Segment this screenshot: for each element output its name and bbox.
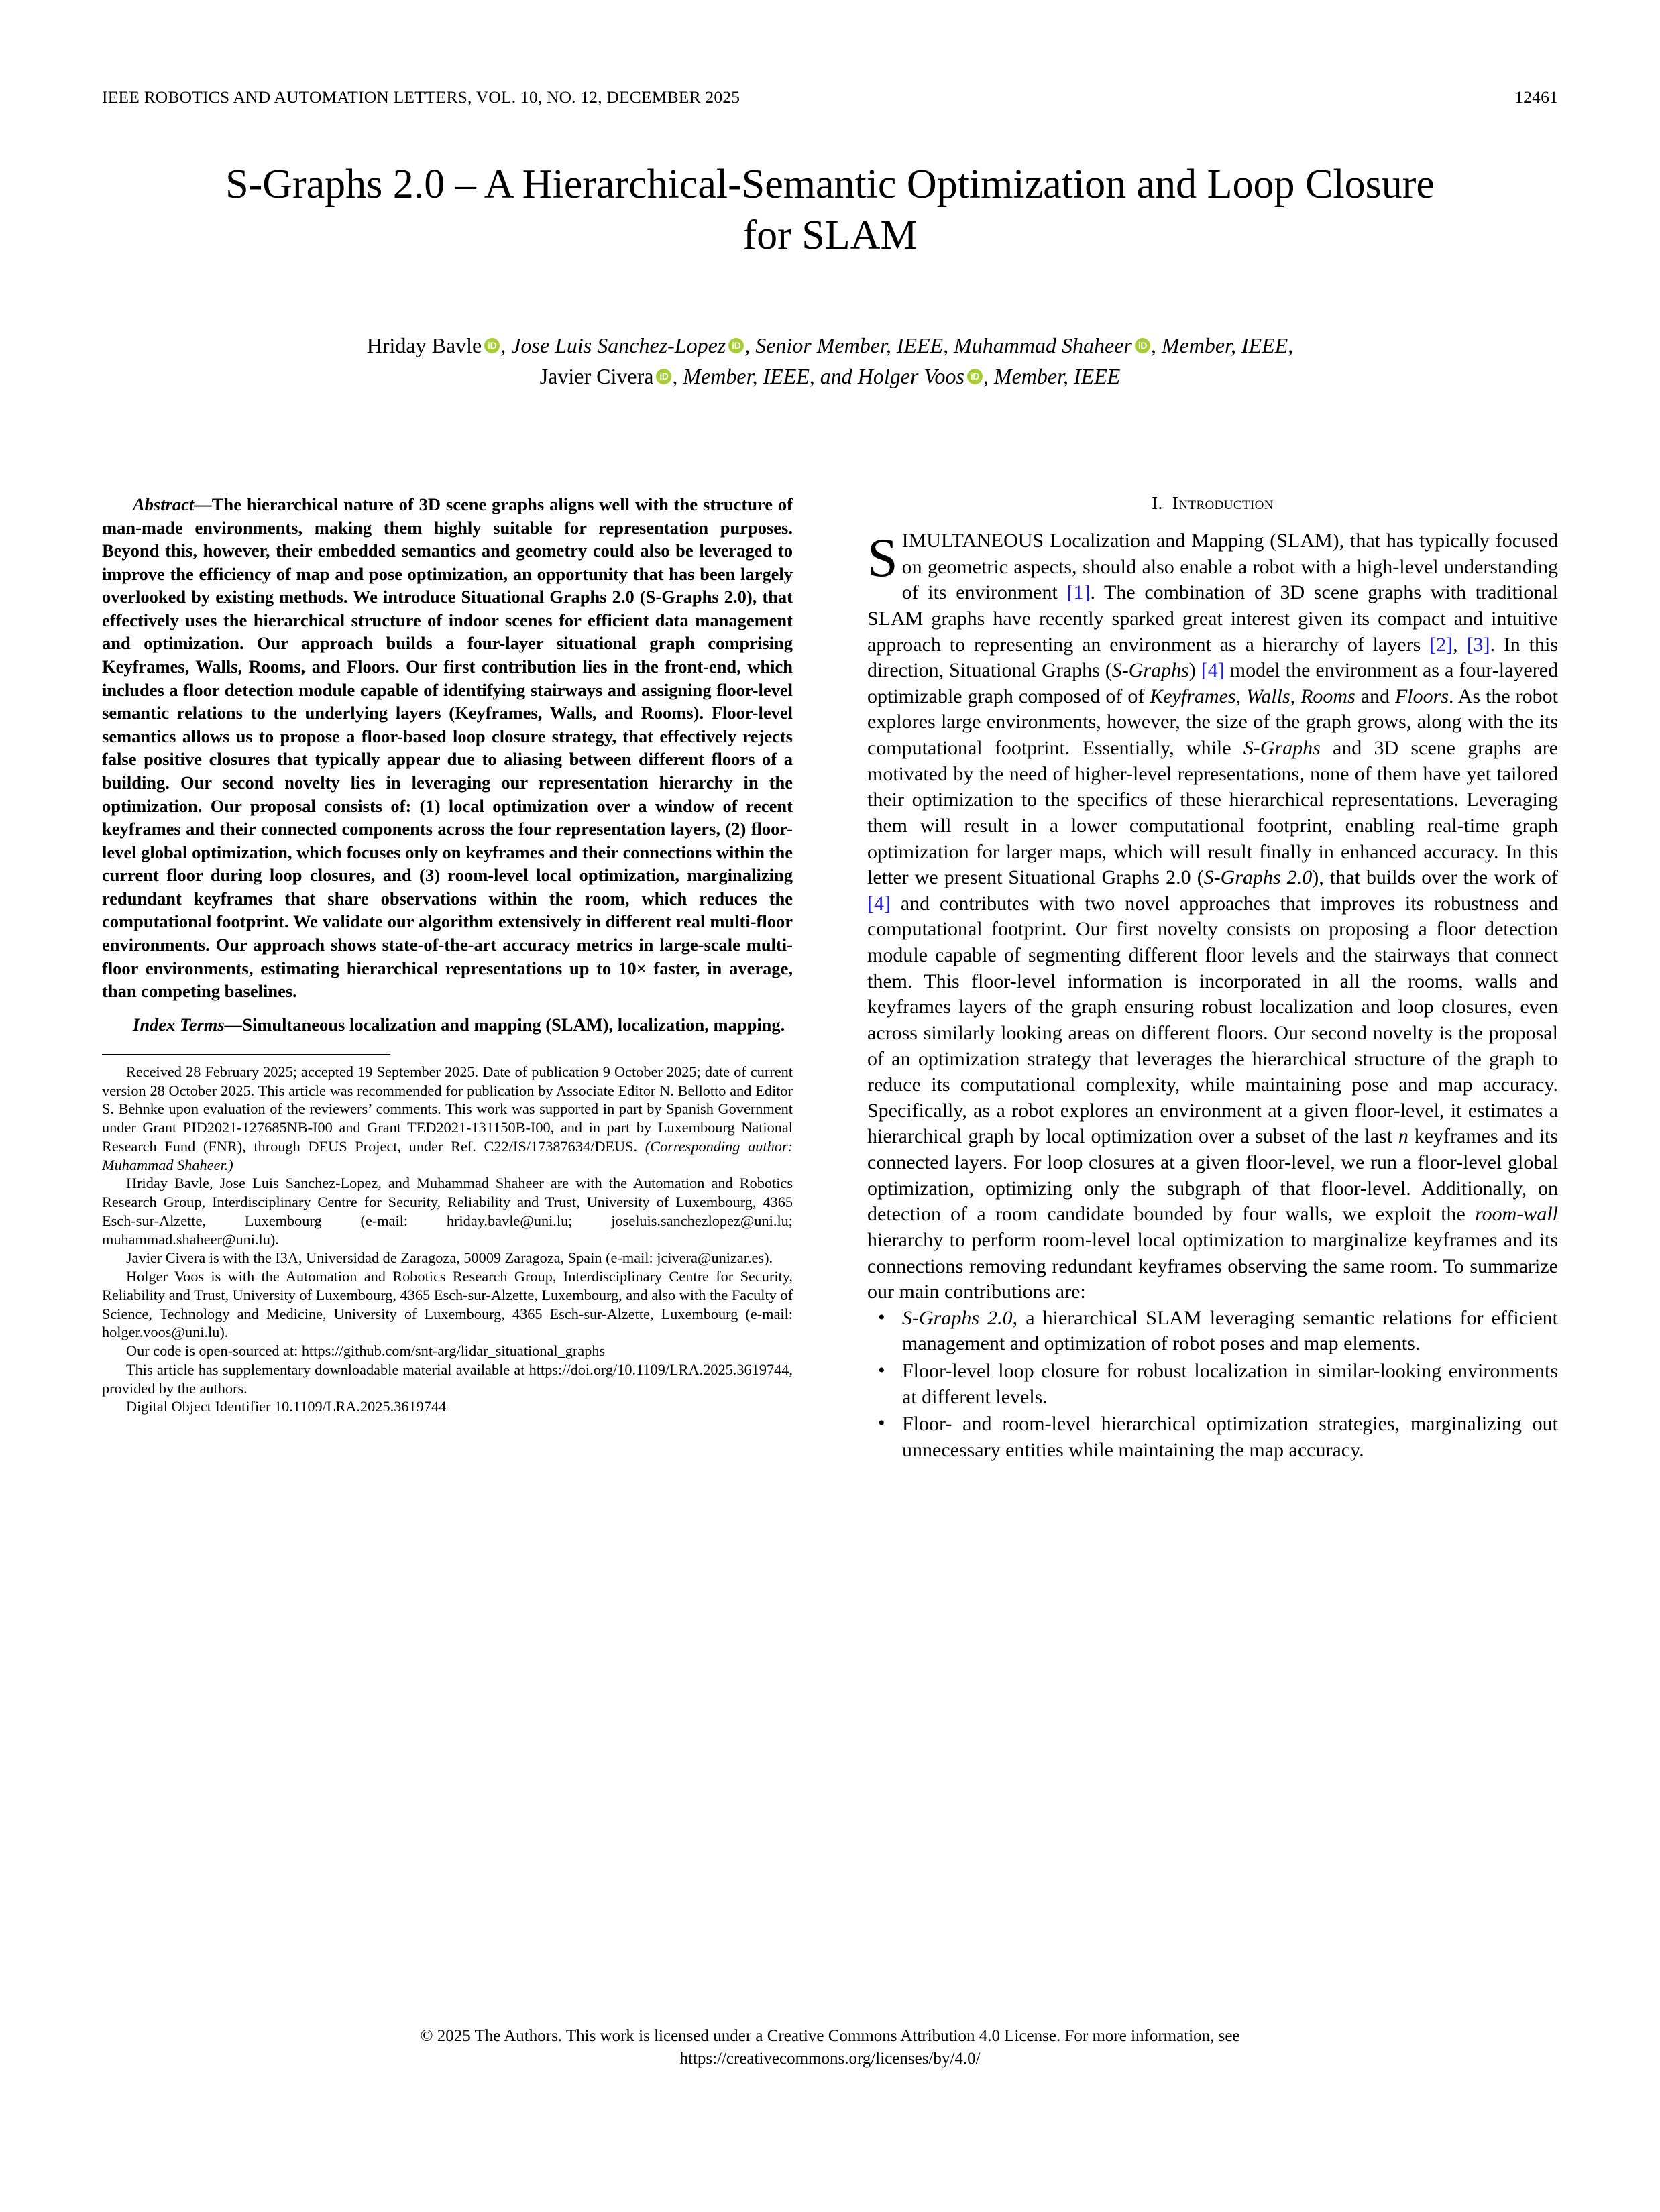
orcid-icon[interactable]: iD bbox=[656, 369, 671, 384]
abstract-paragraph bbox=[102, 493, 793, 1003]
intro-seg-l: ), that builds over the work of bbox=[1312, 866, 1558, 889]
footnote-divider bbox=[102, 1054, 390, 1055]
intro-seg-c: , bbox=[1453, 633, 1467, 656]
footnote-affiliation-1: Hriday Bavle, Jose Luis Sanchez-Lopez, and Muhammad Shaheer are with the Automation and Robotics Research Group, Interdisciplinary Centre for Security, Reliability and Trust, University of Luxembourg, 4365 Esch-sur-Alzette, Luxembourg (e-mail: hriday.bavle@uni.lu; joseluis.sanchezlopez@uni.lu; muhammad.shaheer@uni.lu). bbox=[102, 1175, 793, 1248]
footnote-code-link[interactable]: Our code is open-sourced at: https://github.com/snt-arg/lidar_situational_graphs bbox=[126, 1342, 606, 1360]
term-s-graphs: S-Graphs bbox=[1111, 659, 1189, 682]
intro-seg-i: and bbox=[1355, 685, 1395, 707]
author-affil-2: , Senior Member, IEEE, Muhammad Shaheer bbox=[744, 333, 1132, 357]
term-s-graphs-2: S-Graphs bbox=[1243, 737, 1321, 759]
intro-seg-o: keyframes and its connected layers. For loop closures at a given floor-level, we run a floor-level global optimization, optimizing only the subgraph of that floor-level. Additionally, on detection of a room candidate bounded by four walls, we exploit the bbox=[867, 1125, 1558, 1226]
left-column bbox=[102, 493, 793, 1416]
footnote-affiliation-3: Holger Voos is with the Automation and Robotics Research Group, Interdisciplinary Centre for Security, Reliability and Trust, University of Luxembourg, 4365 Esch-sur-Alzette, Luxembourg, and also with the Faculty of Science, Technology and Medicine, University of Luxembourg, 4365 Esch-sur-Alzette, Luxembourg (e-mail: holger.voos@uni.lu). bbox=[102, 1268, 793, 1341]
citation-4[interactable]: [4] bbox=[1201, 659, 1225, 682]
abstract-label: Abstract— bbox=[133, 494, 212, 514]
term-s-graphs-20: S-Graphs 2.0 bbox=[1203, 866, 1313, 889]
author-affil-4: , Member, IEEE, and Holger Voos bbox=[672, 364, 964, 389]
term-walls: Walls bbox=[1246, 685, 1290, 707]
right-column bbox=[867, 493, 1558, 1465]
bullet-3-text: Floor- and room-level hierarchical optimization strategies, marginalizing out unnecessary entities while maintaining the map accuracy. bbox=[902, 1413, 1558, 1461]
list-item bbox=[902, 1358, 1558, 1410]
citation-2[interactable]: [2] bbox=[1429, 633, 1453, 656]
small-caps-run-in: IMULTANEOUS bbox=[901, 530, 1044, 552]
intro-seg-e: ) bbox=[1188, 659, 1201, 682]
intro-seg-k: and 3D scene graphs are motivated by the need of higher-level representations, none of them have yet tailored their optimization to the specifics of these hierarchical representations. Leveraging them will result in a lower computational footprint, enabling real-time graph optimization for larger maps, which will result finally in enhanced accuracy. In this letter we present Situational Graphs 2.0 ( bbox=[867, 737, 1558, 889]
intro-seg-f: model the environment as a four-layered optimizable graph composed of of bbox=[867, 659, 1558, 707]
author-affil-5: , Member, IEEE bbox=[983, 364, 1121, 389]
index-terms-text: Simultaneous localization and mapping (SLAM), localization, mapping. bbox=[242, 1014, 785, 1035]
intro-seg-p: hierarchy to perform room-level local optimization to marginalize keyframes and its connections removing redundant keyframes observing the same room. To summarize our main contributions are: bbox=[867, 1228, 1558, 1303]
index-terms-label: Index Terms— bbox=[133, 1014, 243, 1035]
orcid-icon[interactable]: iD bbox=[967, 369, 983, 384]
footnote-supplementary[interactable]: This article has supplementary downloadable material available at https://doi.org/10.1109/LRA.2025.3619744, provided by the authors. bbox=[102, 1360, 793, 1397]
author-affil-1: , Jose Luis Sanchez-Lopez bbox=[500, 333, 726, 357]
bullet-1-text: , a hierarchical SLAM leveraging semantic relations for efficient management and optimization of robot poses and map elements. bbox=[902, 1306, 1558, 1355]
term-floors: Floors bbox=[1394, 685, 1449, 707]
page-number: 12461 bbox=[1514, 87, 1558, 107]
contributions-list bbox=[867, 1305, 1558, 1464]
footnote-received bbox=[102, 1063, 793, 1175]
license-line-1: © 2025 The Authors. This work is licensed under a Creative Commons Attribution 4.0 License. For more information, see bbox=[420, 2027, 1240, 2045]
intro-paragraph-text bbox=[867, 528, 1558, 1305]
paper-title: S-Graphs 2.0 – A Hierarchical-Semantic Optimization and Loop Closure for SLAM bbox=[225, 162, 1435, 258]
intro-seg-d: . In this direction, Situational Graphs ( bbox=[867, 633, 1558, 682]
intro-seg-a: Localization and Mapping (SLAM), that has typically focused on geometric aspects, should also enable a robot with a high-level understanding of its environment bbox=[901, 530, 1558, 604]
introduction-first-paragraph bbox=[867, 528, 1558, 1305]
bullet-2-text: Floor-level loop closure for robust localization in similar-looking environments at different levels. bbox=[902, 1360, 1558, 1408]
section-heading-introduction bbox=[867, 493, 1558, 514]
math-n: n bbox=[1398, 1125, 1408, 1148]
term-room-wall: room-wall bbox=[1475, 1203, 1558, 1226]
footnote-affiliation-2: Javier Civera is with the I3A, Universidad de Zaragoza, 50009 Zaragoza, Spain (e-mail: jcivera@unizar.es). bbox=[126, 1249, 773, 1267]
citation-3[interactable]: [3] bbox=[1466, 633, 1490, 656]
intro-seg-j: . As the robot explores large environments, however, the size of the graph grows, along with the its computational footprint. Essentially, while bbox=[867, 685, 1558, 759]
intro-seg-b: . The combination of 3D scene graphs with traditional SLAM graphs have recently sparked great interest given its compact and intuitive approach to representing an environment as a hierarchy of layers bbox=[867, 581, 1558, 656]
journal-reference: IEEE ROBOTICS AND AUTOMATION LETTERS, VOL. 10, NO. 12, DECEMBER 2025 bbox=[102, 87, 740, 107]
footnote-corresponding-author: (Corresponding author: Muhammad Shaheer.) bbox=[102, 1137, 793, 1173]
author-javier-civera: Javier Civera bbox=[539, 364, 654, 389]
list-item bbox=[902, 1305, 1558, 1357]
intro-seg-h: , bbox=[1290, 685, 1301, 707]
list-item bbox=[902, 1411, 1558, 1463]
citation-1[interactable]: [1] bbox=[1066, 581, 1091, 604]
license-line-2[interactable]: https://creativecommons.org/licenses/by/4.0/ bbox=[679, 2049, 981, 2068]
section-number: I. bbox=[1152, 493, 1163, 513]
orcid-icon[interactable]: iD bbox=[1135, 338, 1150, 353]
author-affil-3: , Member, IEEE, bbox=[1150, 333, 1294, 357]
term-keyframes: Keyframes bbox=[1150, 685, 1236, 707]
two-column-body bbox=[102, 493, 1558, 1988]
abstract-text: The hierarchical nature of 3D scene graphs aligns well with the structure of man-made environments, making them highly suitable for representation purposes. Beyond this, however, their embedded semantics and geometry could also be leveraged to improve the efficiency of map and pose optimization, an opportunity that has been largely overlooked by existing methods. We introduce Situational Graphs 2.0 (S-Graphs 2.0), that effectively uses the hierarchical structure of indoor scenes for efficient data management and optimization. Our approach builds a four-layer situational graph comprising Keyframes, Walls, Rooms, and Floors. Our first contribution lies in the front-end, which includes a floor detection module capable of identifying stairways and assigning floor-level semantic relations to the underlying layers (Keyframes, Walls, and Rooms). Floor-level semantics allows us to propose a floor-based loop closure strategy, that effectively rejects false positive closures that typically appear due to aliasing between different floors of a building. Our second novelty lies in leveraging our representation hierarchy in the optimization. Our proposal consists of: (1) local optimization over a window of recent keyframes and their connected components across the four representation layers, (2) floor-level global optimization, which focuses only on keyframes and their connections within the current floor during loop closures, and (3) room-level local optimization, marginalizing redundant keyframes that share observations within the room, which reduces the computational footprint. We validate our algorithm extensively in different real multi-floor environments. Our approach shows state-of-the-art accuracy metrics in large-scale multi-floor environments, estimating hierarchical representations up to 10× faster, in average, than competing baselines. bbox=[102, 494, 793, 1002]
footnote-received-text: Received 28 February 2025; accepted 19 September 2025. Date of publication 9 October 2025; date of current version 28 October 2025. This article was recommended for publication by Associate Editor N. Bellotto and Editor S. Behnke upon evaluation of the reviewers’ comments. This work was supported in part by Spanish Government under Grant PID2021-127685NB-I00 and Grant TED2021-131150B-I00, and in part by Luxembourg National Research Fund (FNR), through DEUS Project, under Ref. C22/IS/17387634/DEUS. bbox=[102, 1063, 793, 1155]
section-title: Introduction bbox=[1172, 493, 1274, 513]
index-terms bbox=[102, 1013, 793, 1037]
citation-5[interactable]: [4] bbox=[867, 892, 891, 915]
intro-seg-g: , bbox=[1235, 685, 1247, 707]
running-head bbox=[102, 87, 1558, 107]
intro-seg-m: and contributes with two novel approaches that improves its robustness and computational footprint. Our first novelty consists on proposing a floor detection module capable of segmenting different floor levels and the stairways that connect them. This floor-level information is incorporated in all the rooms, walls and keyframes layers of the graph ensuring robust localization and loop closures, even across similarly looking areas on different floors. Our second novelty is the proposal of an optimization strategy that leverages the hierarchical structure of the graph to reduce its computational complexity, while maintaining pose and map accuracy. Specifically, as a robot explores an environment at a given floor-level, it estimates a hierarchical graph by local optimization over a subset of the last bbox=[867, 892, 1558, 1148]
orcid-icon[interactable]: iD bbox=[484, 338, 500, 353]
drop-cap: S bbox=[867, 527, 898, 588]
author-hriday-bavle: Hriday Bavle bbox=[366, 333, 482, 357]
license-footer bbox=[201, 2025, 1459, 2070]
term-rooms: Rooms bbox=[1301, 685, 1355, 707]
footnote-doi: Digital Object Identifier 10.1109/LRA.2025.3619744 bbox=[126, 1398, 447, 1415]
bullet-1-italic: S-Graphs 2.0 bbox=[902, 1306, 1013, 1329]
author-list bbox=[127, 330, 1533, 392]
orcid-icon[interactable]: iD bbox=[728, 338, 744, 353]
